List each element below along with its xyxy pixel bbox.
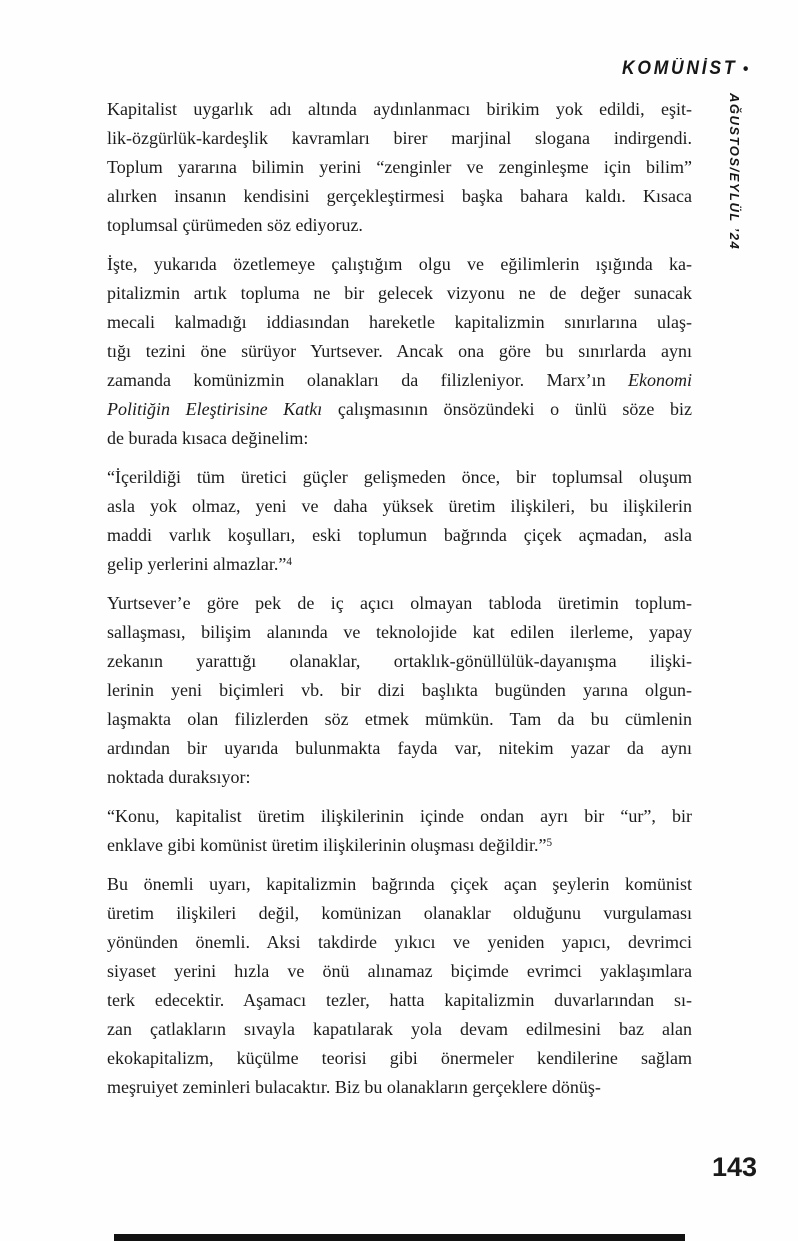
- text-line: Toplum yararına bilimin yerini “zenginler ve zenginleşme için bilim”: [107, 157, 692, 177]
- bottom-edge-bar: [114, 1234, 685, 1241]
- text-line: asla yok olmaz, yeni ve daha yüksek üretim ilişkileri, bu ilişkilerin: [107, 496, 692, 516]
- paragraph: [107, 95, 692, 240]
- text-line: laşmakta olan filizlerden söz etmek mümkün. Tam da bu cümlenin: [107, 709, 692, 729]
- text-line: zekanın yarattığı olanaklar, ortaklık-gönüllülük-dayanışma ilişki-: [107, 651, 692, 671]
- text-line: sallaşması, bilişim alanında ve teknolojide kat edilen ilerleme, yapay: [107, 622, 692, 642]
- text-line: zamanda komünizmin olanakları da filizleniyor. Marx’ın Ekonomi: [107, 370, 692, 390]
- text-line: siyaset yerini hızla ve önü alınamaz biçimde evrimci yaklaşımlara: [107, 961, 692, 981]
- paragraph: [107, 250, 692, 453]
- paragraph: [107, 870, 692, 1102]
- text-line: gelip yerlerini almazlar.”$^4$: [107, 554, 292, 574]
- magazine-masthead: [622, 58, 748, 80]
- text-line: mecali kalmadığı iddiasından hareketle kapitalizmin sınırlarına ulaş-: [107, 312, 692, 332]
- text-line: lerinin yeni biçimleri vb. bir dizi başlıkta bugünden yarına olgun-: [107, 680, 692, 700]
- paragraph: [107, 589, 692, 792]
- text-line: alırken insanın kendisini gerçekleştirmesi başka bahara kaldı. Kısaca: [107, 186, 692, 206]
- text-line: meşruiyet zeminleri bulacaktır. Biz bu olanakların gerçeklere dönüş-: [107, 1077, 601, 1097]
- text-line: zan çatlakların sıvayla kapatılarak yola devam edilmesini baz alan: [107, 1019, 692, 1039]
- text-line: tığı tezini öne sürüyor Yurtsever. Ancak ona göre bu sınırlarda aynı: [107, 341, 692, 361]
- issue-date-vertical: AĞUSTOS/EYLÜL ’24: [727, 93, 742, 251]
- text-line: de burada kısaca değinelim:: [107, 428, 309, 448]
- text-line: noktada duraksıyor:: [107, 767, 251, 787]
- text-line: maddi varlık koşulları, eski toplumun bağrında çiçek açmadan, asla: [107, 525, 692, 545]
- text-line: terk edecektir. Aşamacı tezler, hatta kapitalizmin duvarlarından sı-: [107, 990, 692, 1010]
- text-line: pitalizmin artık topluma ne bir gelecek vizyonu ne de değer sunacak: [107, 283, 692, 303]
- text-line: İşte, yukarıda özetlemeye çalıştığım olgu ve eğilimlerin ışığında ka-: [107, 254, 692, 274]
- magazine-title: KOMÜNİST: [621, 58, 738, 79]
- paragraph: [107, 463, 692, 579]
- text-line: Yurtsever’e göre pek de iç açıcı olmayan tabloda üretimin toplum-: [107, 593, 692, 613]
- text-line: ekokapitalizm, küçülme teorisi gibi önermeler kendilerine sağlam: [107, 1048, 692, 1068]
- text-line: lik-özgürlük-kardeşlik kavramları birer marjinal slogana indirgendi.: [107, 128, 692, 148]
- masthead-bullet: •: [742, 59, 748, 78]
- text-line: yönünden önemli. Aksi takdirde yıkıcı ve yeniden yapıcı, devrimci: [107, 932, 692, 952]
- text-line: ardından bir uyarıda bulunmakta fayda var, nitekim yazar da aynı: [107, 738, 692, 758]
- text-line: Politiğin Eleştirisine Katkı çalışmasının önsözündeki o ünlü söze biz: [107, 399, 692, 419]
- text-line: Kapitalist uygarlık adı altında aydınlanmacı birikim yok edildi, eşit-: [107, 99, 692, 119]
- paragraph: [107, 802, 692, 860]
- body-text: [107, 95, 692, 1112]
- text-line: üretim ilişkileri değil, komünizan olanaklar olduğunu vurgulaması: [107, 903, 692, 923]
- text-line: “Konu, kapitalist üretim ilişkilerinin içinde ondan ayrı bir “ur”, bir: [107, 806, 692, 826]
- text-line: “İçerildiği tüm üretici güçler gelişmeden önce, bir toplumsal oluşum: [107, 467, 692, 487]
- text-line: toplumsal çürümeden söz ediyoruz.: [107, 215, 363, 235]
- page-number: 143: [711, 1152, 757, 1182]
- text-line: Bu önemli uyarı, kapitalizmin bağrında çiçek açan şeylerin komünist: [107, 874, 692, 894]
- text-line: enklave gibi komünist üretim ilişkilerinin oluşması değildir.”$^5$: [107, 835, 553, 855]
